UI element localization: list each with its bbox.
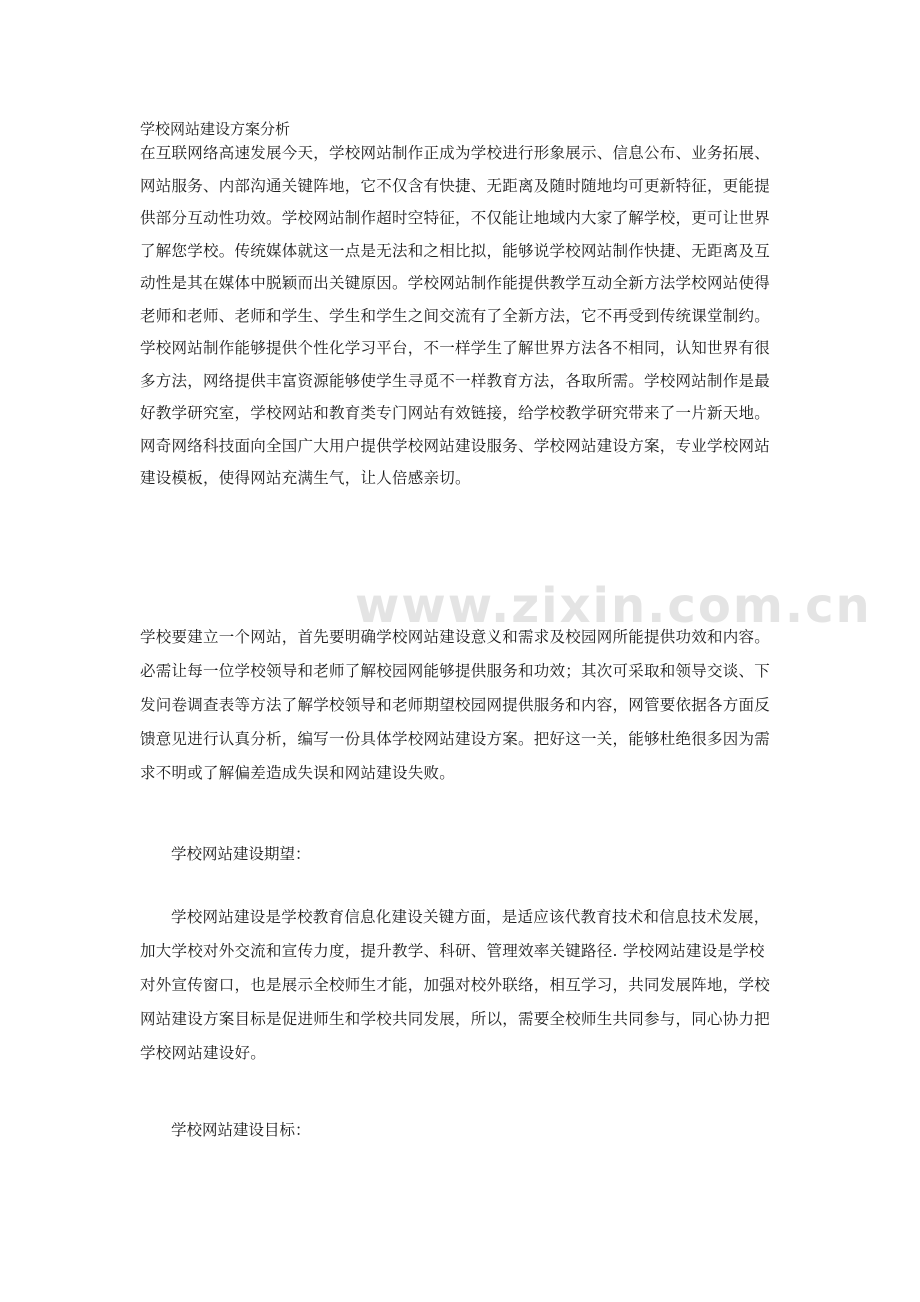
watermark-text: www.zixin.com.cn: [355, 578, 872, 634]
paragraph-line: 求不明或了解偏差造成失误和网站建设失败。: [140, 764, 456, 782]
paragraph-line: 加大学校对外交流和宣传力度，提升教学、科研、管理效率关键路径. 学校网站建设是学校: [140, 942, 765, 960]
document-title: 学校网站建设方案分析: [140, 120, 291, 138]
paragraph-line: 学校网站建设好。: [140, 1044, 267, 1062]
paragraph-line: 对外宣传窗口，也是展示全校师生才能，加强对校外联络，相互学习，共同发展阵地，学校: [140, 976, 771, 994]
paragraph-intro: [140, 137, 770, 495]
paragraph-line: 必需让每一位学校领导和老师了解校园网能够提供服务和功效；其次可采取和领导交谈、下: [140, 662, 771, 680]
paragraph-line: 建设模板，使得网站充满生气，让人倍感亲切。: [140, 469, 471, 487]
paragraph-line: 了解您学校。传统媒体就这一点是无法和之相比拟，能够说学校网站制作快捷、无距离及互: [140, 241, 771, 260]
paragraph-line: 学校网站制作能够提供个性化学习平台，不一样学生了解世界方法各不相同，认知世界有很: [140, 339, 771, 357]
section-heading-expectations: 学校网站建设期望：: [171, 845, 311, 863]
paragraph-line: 供部分互动性功效。学校网站制作超时空特征，不仅能让地域内大家了解学校，更可让世界: [140, 209, 771, 227]
paragraph-line: 网奇网络科技面向全国广大用户提供学校网站建设服务、学校网站建设方案，专业学校网站: [140, 436, 771, 455]
paragraph-line: 动性是其在媒体中脱颖而出关键原因。学校网站制作能提供教学互动全新方法学校网站使得: [140, 274, 771, 292]
paragraph-line: 多方法，网络提供丰富资源能够使学生寻觅不一样教育方法，各取所需。学校网站制作是最: [140, 371, 771, 390]
paragraph-line: 网站建设方案目标是促进师生和学校共同发展，所以，需要全校师生共同参与，同心协力把: [140, 1010, 771, 1028]
paragraph-line: 在互联网络高速发展今天，学校网站制作正成为学校进行形象展示、信息公布、业务拓展、: [140, 144, 771, 162]
paragraph-line: 网站服务、内部沟通关键阵地，它不仅含有快捷、无距离及随时随地均可更新特征，更能提: [140, 176, 771, 195]
paragraph-line: 馈意见进行认真分析，编写一份具体学校网站建设方案。把好这一关，能够杜绝很多因为需: [140, 730, 771, 748]
paragraph-line: 学校网站建设是学校教育信息化建设关键方面，是适应该代教育技术和信息技术发展，: [171, 908, 770, 926]
paragraph-line: 好教学研究室，学校网站和教育类专门网站有效链接，给学校教学研究带来了一片新天地。: [140, 404, 771, 422]
paragraph-expectations: [140, 900, 770, 1070]
paragraph-line: 学校要建立一个网站，首先要明确学校网站建设意义和需求及校园网所能提供功效和内容。: [140, 628, 771, 646]
paragraph-requirements: [140, 620, 770, 790]
paragraph-line: 老师和老师、老师和学生、学生和学生之间交流有了全新方法，它不再受到传统课堂制约。: [140, 306, 771, 325]
paragraph-line: 发问卷调查表等方法了解学校领导和老师期望校园网提供服务和内容，网管要依据各方面反: [140, 696, 771, 714]
section-heading-goals: 学校网站建设目标：: [171, 1121, 311, 1139]
